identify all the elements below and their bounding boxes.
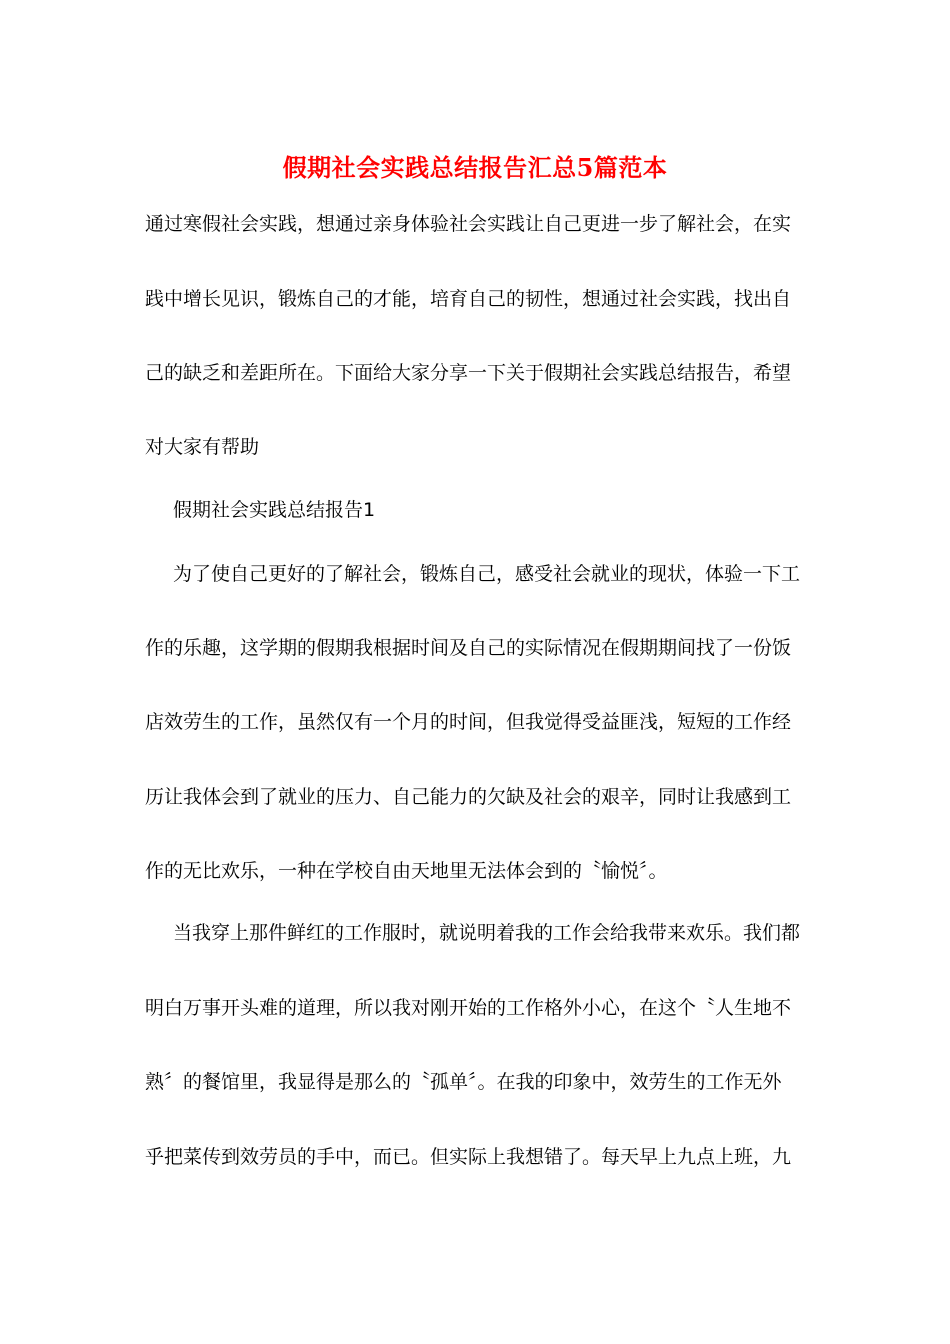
paragraph-line: 熟〞的餐馆里，我显得是那么的〝孤单〞。在我的印象中，效劳生的工作无外 — [145, 1071, 782, 1093]
paragraph-line: 乎把菜传到效劳员的手中，而已。但实际上我想错了。每天早上九点上班，九 — [145, 1146, 792, 1168]
paragraph-line: 己的缺乏和差距所在。下面给大家分享一下关于假期社会实践总结报告，希望 — [145, 362, 792, 384]
paragraph-line: 作的无比欢乐，一种在学校自由天地里无法体会到的〝愉悦〞。 — [145, 860, 668, 882]
paragraph-line: 为了使自己更好的了解社会，锻炼自己，感受社会就业的现状，体验一下工 — [173, 563, 801, 585]
paragraph-line: 当我穿上那件鲜红的工作服时，就说明着我的工作会给我带来欢乐。我们都 — [173, 922, 801, 944]
paragraph-line: 明白万事开头难的道理，所以我对刚开始的工作格外小心，在这个〝人生地不 — [145, 997, 792, 1019]
paragraph-line: 作的乐趣，这学期的假期我根据时间及自己的实际情况在假期期间找了一份饭 — [145, 637, 792, 659]
section-heading: 假期社会实践总结报告1 — [173, 499, 376, 521]
paragraph-line: 通过寒假社会实践，想通过亲身体验社会实践让自己更进一步了解社会，在实 — [145, 213, 792, 235]
paragraph-line: 店效劳生的工作，虽然仅有一个月的时间，但我觉得受益匪浅，短短的工作经 — [145, 711, 792, 733]
paragraph-line: 历让我体会到了就业的压力、自己能力的欠缺及社会的艰辛，同时让我感到工 — [145, 786, 792, 808]
paragraph-line: 对大家有帮助 — [145, 436, 260, 458]
paragraph-line: 践中增长见识，锻炼自己的才能，培育自己的韧性，想通过社会实践，找出自 — [145, 288, 792, 310]
document-title: 假期社会实践总结报告汇总5篇范本 — [282, 153, 668, 182]
